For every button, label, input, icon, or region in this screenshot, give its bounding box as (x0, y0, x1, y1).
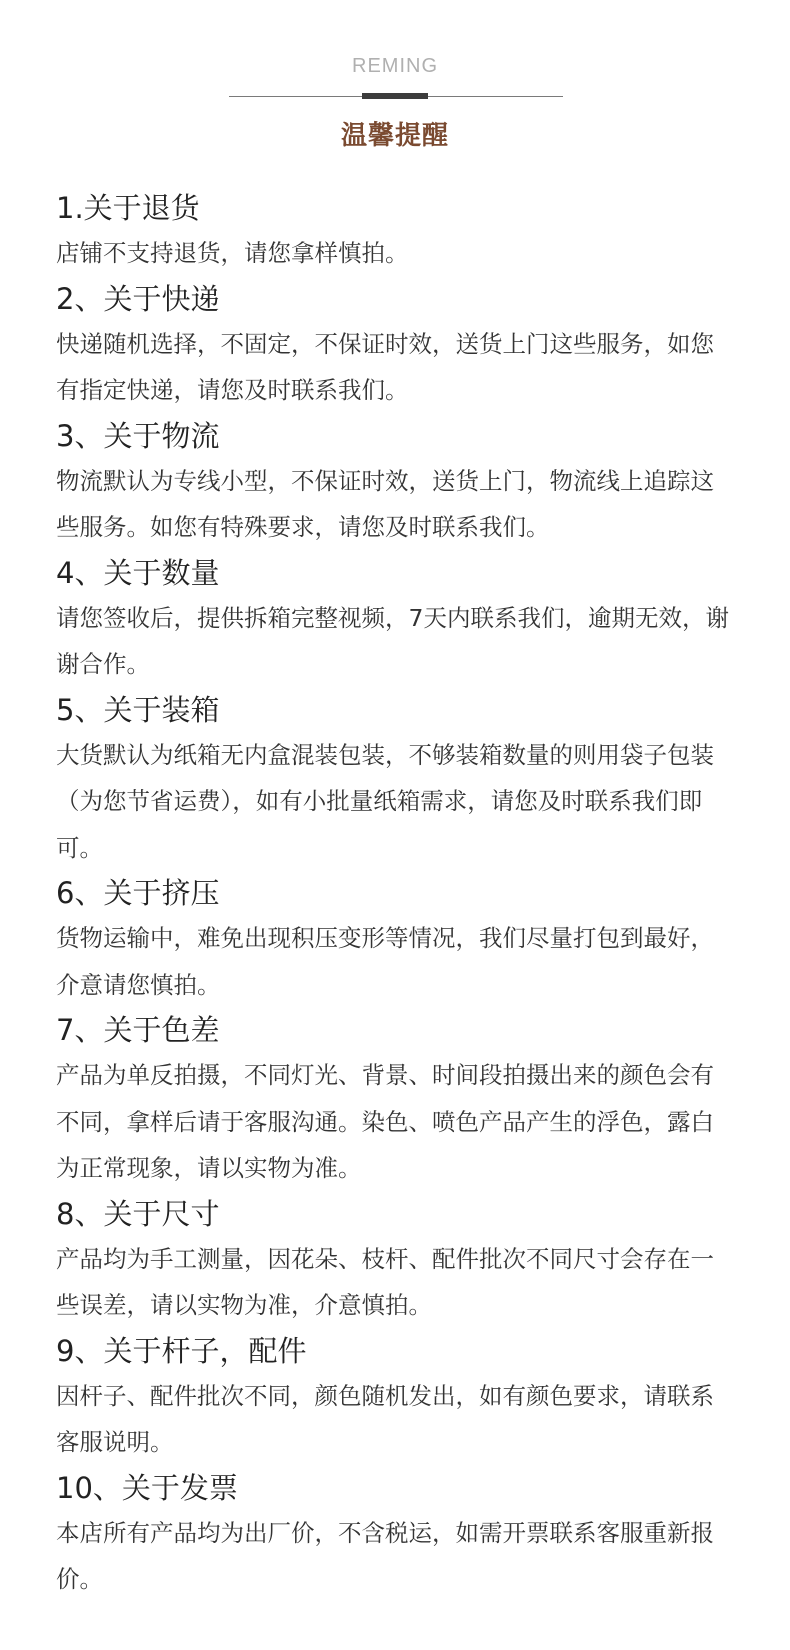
notice-packing (56, 688, 736, 872)
brand-label: REMING (352, 55, 438, 77)
notice-body: 货物运输中，难免出现积压变形等情况，我们尽量打包到最好，介意请您慎拍。 (56, 924, 714, 999)
notice-body: 请您签收后，提供拆箱完整视频，7天内联系我们，逾期无效，谢谢合作。 (56, 603, 729, 678)
notice-logistics (56, 414, 736, 551)
notice-express (56, 277, 736, 414)
header (0, 0, 790, 160)
notice-heading: 1.关于退货 (56, 191, 200, 225)
notice-returns (56, 186, 736, 277)
notice-body: 产品均为手工测量，因花朵、枝杆、配件批次不同尺寸会存在一些误差，请以实物为准，介意慎拍。 (56, 1244, 714, 1319)
notice-body: 本店所有产品均为出厂价，不含税运，如需开票联系客服重新报价。 (56, 1518, 714, 1593)
notice-heading: 3、关于物流 (56, 418, 220, 453)
notice-heading: 4、关于数量 (56, 555, 220, 590)
notice-list (56, 186, 736, 1603)
notice-quantity (56, 551, 736, 688)
notice-heading: 10、关于发票 (56, 1470, 238, 1505)
notice-heading: 7、关于色差 (56, 1013, 220, 1047)
notice-heading: 8、关于尺寸 (56, 1196, 220, 1231)
notice-size (56, 1192, 736, 1329)
notice-heading: 2、关于快递 (56, 281, 220, 316)
notice-color-difference (56, 1008, 736, 1192)
notice-body: 产品为单反拍摄，不同灯光、背景、时间段拍摄出来的颜色会有不同，拿样后请于客服沟通。染色、喷色产品产生的浮色，露白为正常现象，请以实物为准。 (56, 1061, 714, 1182)
notice-stems-accessories (56, 1329, 736, 1466)
notice-body: 物流默认为专线小型，不保证时效，送货上门，物流线上追踪这些服务。如您有特殊要求，请您及时联系我们。 (56, 466, 714, 541)
notice-body: 快递随机选择，不固定，不保证时效，送货上门这些服务，如您有指定快递，请您及时联系我们。 (56, 329, 714, 404)
header-divider-accent (362, 93, 428, 99)
notice-crushing (56, 871, 736, 1008)
notice-body: 大货默认为纸箱无内盒混装包装，不够装箱数量的则用袋子包装（为您节省运费），如有小批量纸箱需求，请您及时联系我们即可。 (56, 740, 714, 862)
notice-body: 因杆子、配件批次不同，颜色随机发出，如有颜色要求，请联系客服说明。 (56, 1381, 714, 1456)
page-title: 温馨提醒 (340, 121, 449, 151)
notice-heading: 5、关于装箱 (56, 692, 220, 727)
notice-invoice (56, 1466, 736, 1603)
notice-body: 店铺不支持退货，请您拿样慎拍。 (56, 239, 409, 267)
notice-heading: 6、关于挤压 (56, 876, 220, 910)
notice-heading: 9、关于杆子，配件 (56, 1333, 307, 1368)
